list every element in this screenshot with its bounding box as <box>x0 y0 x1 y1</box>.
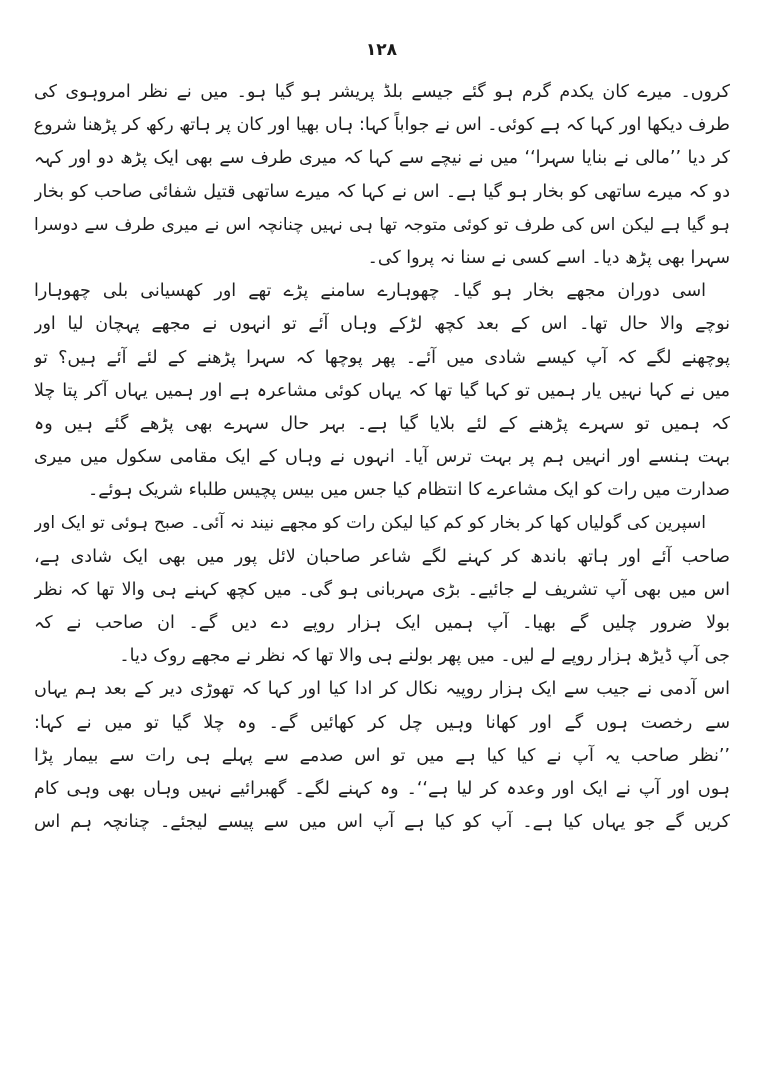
text-line: اس آدمی نے جیب سے ایک ہزار روپیہ نکال کر ادا کیا اور کہا کہ تھوڑی دیر کے بعد ہم یہاں <box>34 679 730 700</box>
body-text <box>34 76 730 839</box>
text-line: صاحب آئے اور ہاتھ باندھ کر کہنے لگے شاعر صاحبان لائل پور میں بھی ایک شادی ہے، <box>34 546 730 567</box>
text-line: میں نے کہا نہیں یار ہمیں تو کہا گیا تھا کہ یہاں کوئی مشاعرہ ہے اور ہمیں یہاں آکر پتا چلا <box>34 380 730 401</box>
text-line: ’’نظر صاحب یہ آپ نے کیا کیا ہے میں تو اس صدمے سے پہلے ہی رات سے بیمار پڑا <box>34 745 730 766</box>
text-line: کر دیا ’’مالی نے بنایا سہرا‘‘ میں نے نیچے سے کہا کہ میری طرف سے بھی ایک پڑھ دو اور کہہ <box>34 148 730 169</box>
text-line: اس میں بھی آپ تشریف لے جائیے۔ بڑی مہربانی ہو گی۔ میں کچھ کہنے ہی والا تھا کہ نظر <box>34 579 730 600</box>
text-line: صدارت میں رات کو ایک مشاعرے کا انتظام کیا جس میں بیس پچیس طلباء شریک ہوئے۔ <box>87 480 730 501</box>
text-line: ہو گیا ہے لیکن اس کی طرف تو کوئی متوجہ تھا ہی نہیں چنانچہ اس نے میری طرف سے دوسرا <box>34 214 730 235</box>
text-line: اسپرین کی گولیاں کھا کر بخار کو کم کیا لیکن رات کو مجھے نیند نہ آئی۔ صبح ہوئی تو ایک اور <box>34 513 706 534</box>
text-line: بہت ہنسے اور انہیں ہم پر بہت ترس آیا۔ انہوں نے وہاں کے ایک مقامی سکول میں میری <box>34 447 730 468</box>
text-line: ہوں اور آپ نے ایک اور وعدہ کر لیا ہے‘‘۔ وہ کہنے لگے۔ گھبرائیے نہیں وہاں بھی وہی کام <box>34 778 730 799</box>
text-line: نوچے والا حال تھا۔ اس کے بعد کچھ لڑکے وہاں آئے تو انہوں نے مجھے پہچان لیا اور <box>34 314 730 335</box>
text-line: پوچھنے لگے کہ آپ کیسے شادی میں آئے۔ پھر پوچھا کہ سہرا پڑھنے کے لئے آئے ہیں؟ تو <box>34 347 730 368</box>
text-line: طرف دیکھا اور کہا کہ ہے کوئی۔ اس نے جواباً کہا: ہاں بھیا اور کان پر ہاتھ رکھ کر پڑھنا شروع <box>34 115 730 136</box>
text-line: دو کہ میرے ساتھی کو بخار ہو گیا ہے۔ اس نے کہا کہ میرے ساتھی قتیل شفائی صاحب کو بخار <box>34 181 730 202</box>
text-line: سے رخصت ہوں گے اور کھانا وہیں چل کر کھائیں گے۔ وہ چلا گیا تو میں نے کہا: <box>34 712 730 733</box>
text-line: کروں۔ میرے کان یکدم گرم ہو گئے جیسے بلڈ پریشر ہو گیا ہو۔ میں نے نظر امروہوی کی <box>34 82 730 102</box>
text-line: جی آپ ڈیڑھ ہزار روپے لے لیں۔ میں پھر بولنے ہی والا تھا کہ نظر نے مجھے روک دیا۔ <box>119 646 730 667</box>
text-line: سہرا بھی پڑھ دیا۔ اسے کسی نے سنا نہ پروا کی۔ <box>367 247 730 268</box>
page-number: ۱۲۸ <box>365 40 398 60</box>
text-line: کریں گے جو یہاں کیا ہے۔ آپ کو کیا ہے آپ اس میں سے پیسے لیجئے۔ چنانچہ ہم اس <box>34 812 730 833</box>
text-line: بولا ضرور چلیں گے بھیا۔ آپ ہمیں ایک ہزار روپے دے دیں گے۔ ان صاحب نے کہ <box>34 613 730 633</box>
text-line: اسی دوران مجھے بخار ہو گیا۔ چھوہارے سامنے پڑے تھے اور کھسیانی بلی چھوہارا <box>34 281 706 302</box>
text-line: کہ ہمیں تو سہرے پڑھنے کے لئے بلایا گیا ہے۔ بہر حال سہرے بھی پڑھے گئے ہیں وہ <box>34 413 730 434</box>
